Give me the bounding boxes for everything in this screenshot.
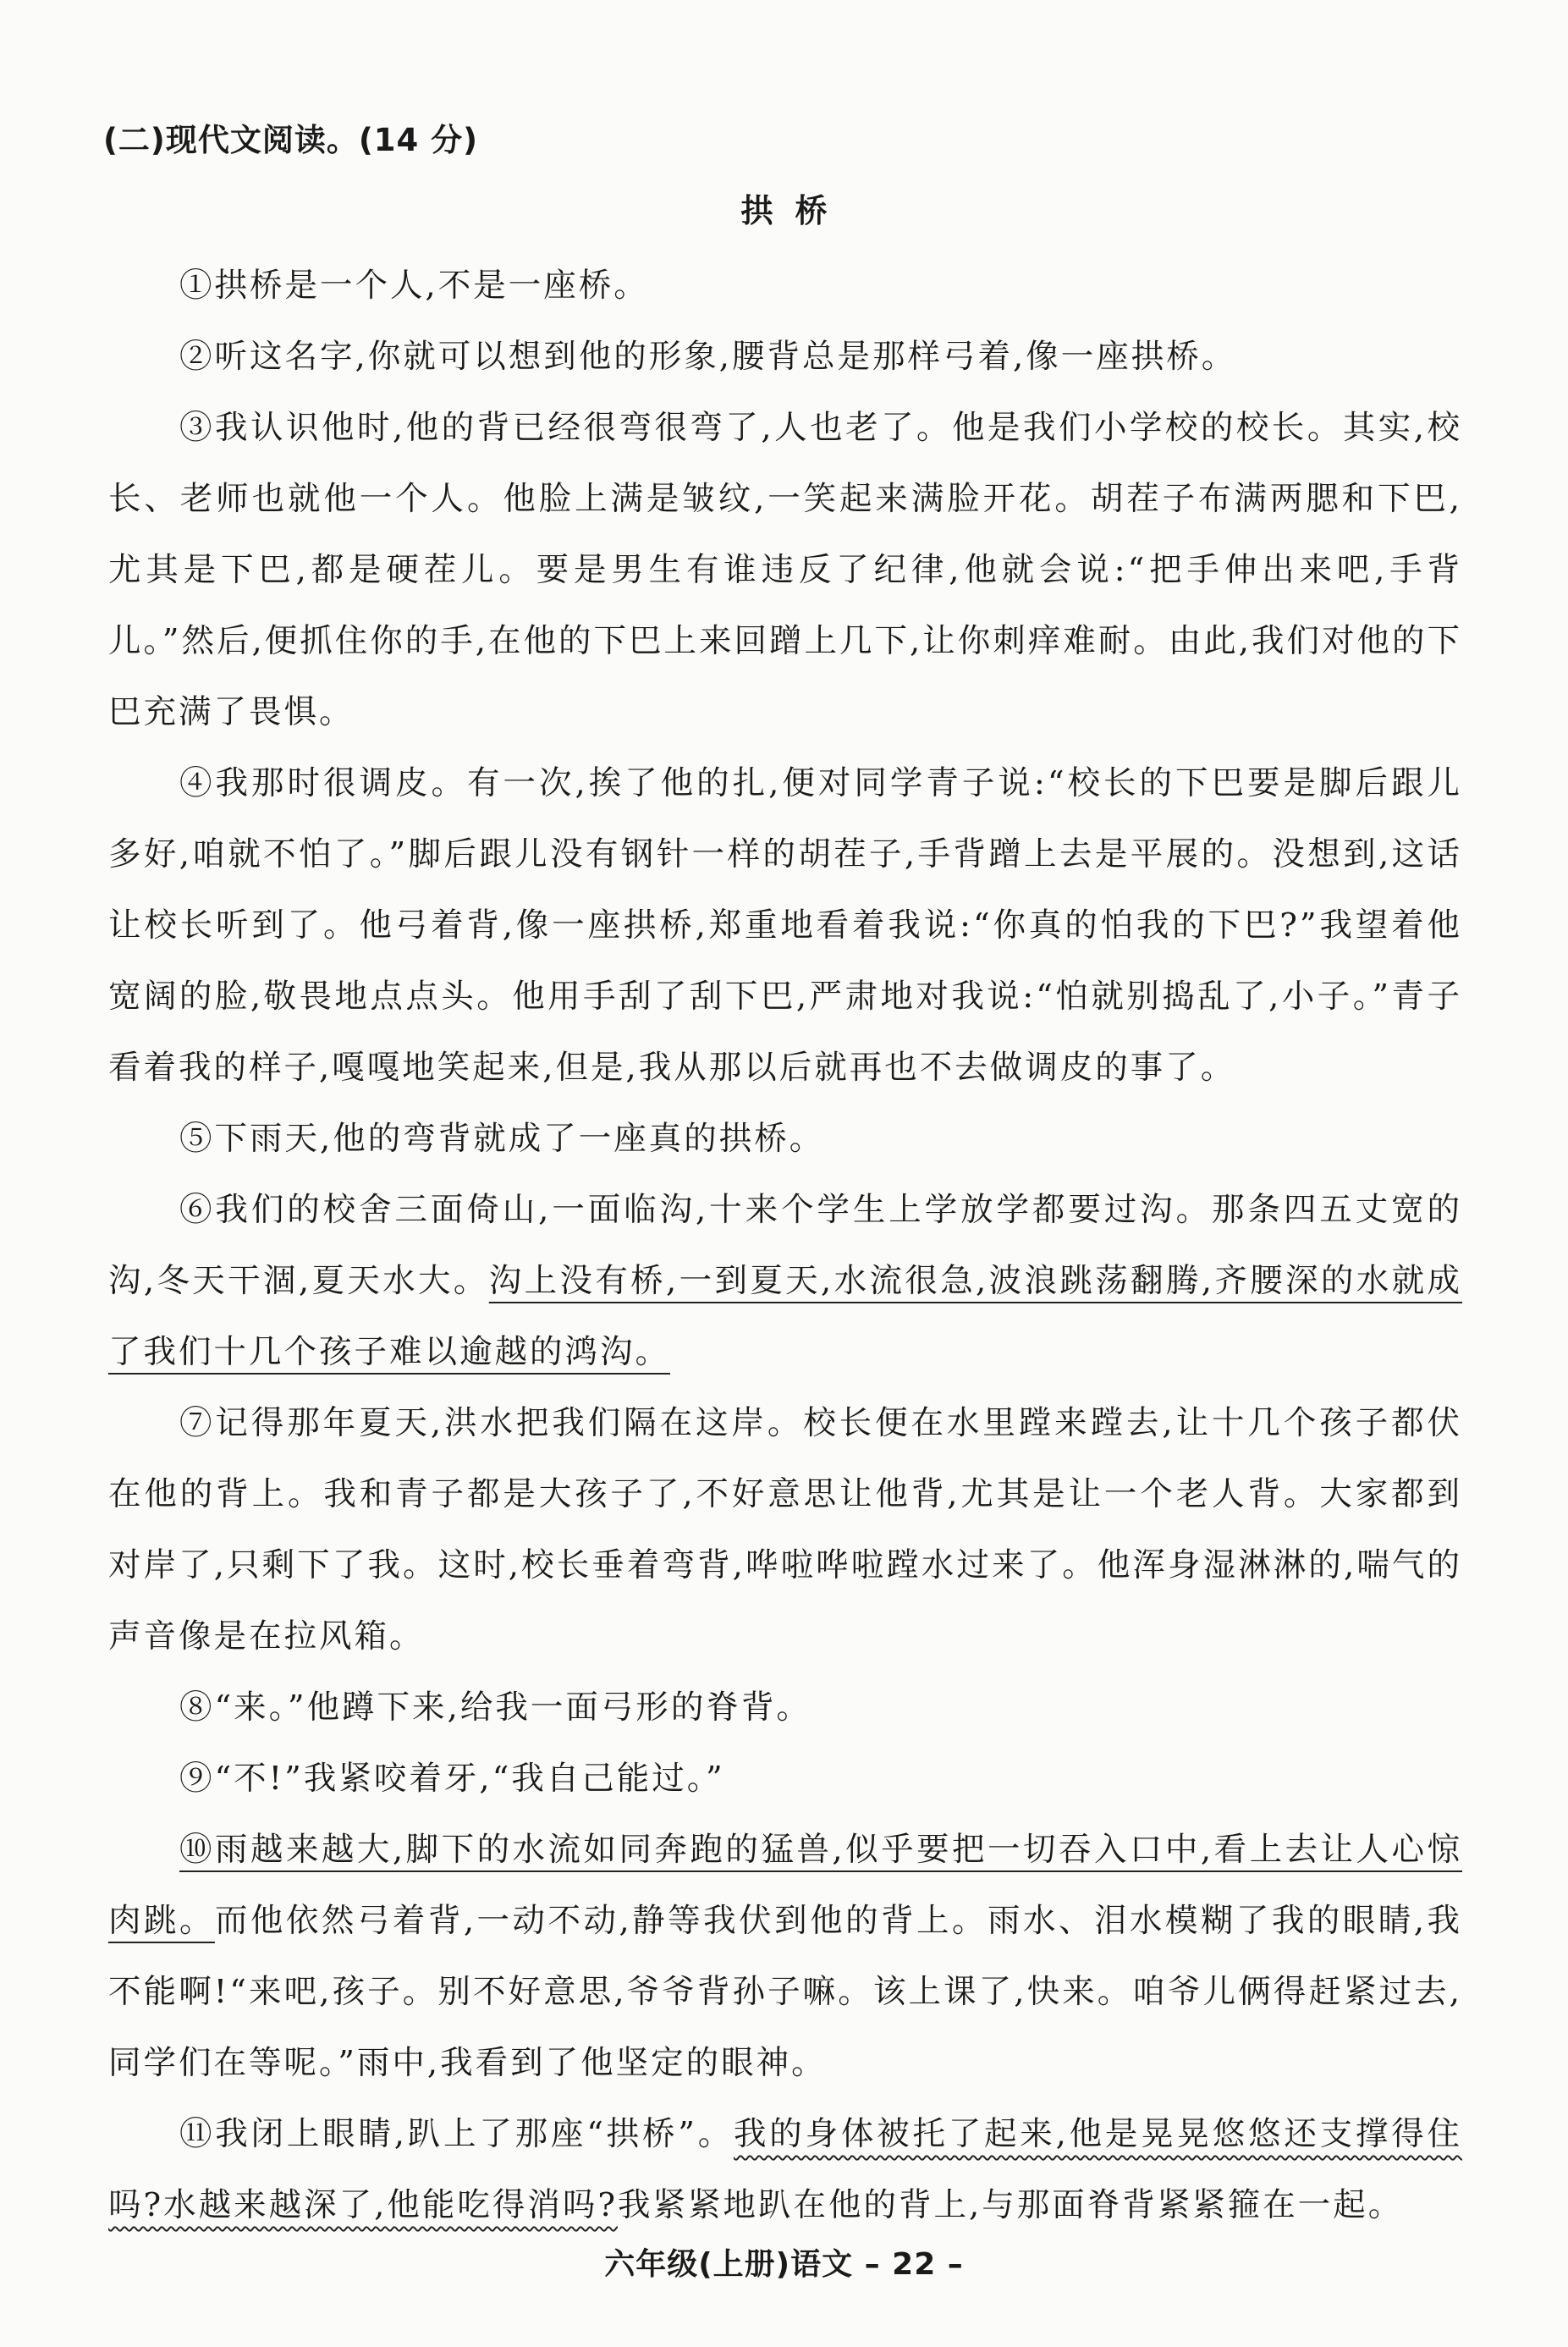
wavy-underlined-sentence-11: 我的身体被托了起来,他是晃晃悠悠还支撑得住吗?水越来越深了,他能吃得消吗? bbox=[108, 2115, 1462, 2224]
paragraph-6 bbox=[108, 1175, 1462, 1388]
paragraph-2: ②听这名字,你就可以想到他的形象,腰背总是那样弓着,像一座拱桥。 bbox=[179, 338, 1237, 376]
underlined-sentence-6: 沟上没有桥,一到夏天,水流很急,波浪跳荡翻腾,齐腰深的水就成了我们十几个孩子难以逾越的鸿沟。 bbox=[108, 1262, 1462, 1371]
paragraph-9: ⑨“不!”我紧咬着牙,“我自己能过。” bbox=[179, 1760, 725, 1798]
paragraph-11 bbox=[108, 2099, 1462, 2241]
article-title: 拱桥 bbox=[740, 192, 850, 229]
paragraph-5: ⑤下雨天,他的弯背就成了一座真的拱桥。 bbox=[179, 1120, 825, 1158]
section-heading: (二)现代文阅读。(14 分) bbox=[103, 122, 479, 158]
paragraph-10-text: 而他依然弓着背,一动不动,静等我伏到他的背上。雨水、泪水模糊了我的眼睛,我不能啊!“来吧,孩子。别不好意思,爷爷背孙子嘛。该上课了,快来。咱爷儿俩得赶紧过去,同学们在等呢。”雨中,我看到了他坚定的眼神。 bbox=[108, 1902, 1462, 2082]
paragraph-3: ③我认识他时,他的背已经很弯很弯了,人也老了。他是我们小学校的校长。其实,校长、老师也就他一个人。他脸上满是皱纹,一笑起来满脸开花。胡茬子布满两腮和下巴,尤其是下巴,都是硬茬儿。要是男生有谁违反了纪律,他就会说:“把手伸出来吧,手背儿。”然后,便抓住你的手,在他的下巴上来回蹭上几下,让你刺痒难耐。由此,我们对他的下巴充满了畏惧。 bbox=[108, 409, 1462, 731]
paragraph-11-start: ⑪我闭上眼睛,趴上了那座“拱桥”。 bbox=[179, 2115, 734, 2153]
paragraph-10 bbox=[108, 1815, 1462, 2099]
paragraph-7: ⑦记得那年夏天,洪水把我们隔在这岸。校长便在水里蹚来蹚去,让十几个孩子都伏在他的背上。我和青子都是大孩子了,不好意思让他背,尤其是让一个老人背。大家都到对岸了,只剩下了我。这时,校长垂着弯背,哗啦哗啦蹚水过来了。他浑身湿淋淋的,喘气的声音像是在拉风箱。 bbox=[108, 1404, 1462, 1656]
paragraph-4: ④我那时很调皮。有一次,挨了他的扎,便对同学青子说:“校长的下巴要是脚后跟儿多好,咱就不怕了。”脚后跟儿没有钢针一样的胡茬子,手背蹭上去是平展的。没想到,这话让校长听到了。他弓着背,像一座拱桥,郑重地看着我说:“你真的怕我的下巴?”我望着他宽阔的脸,敬畏地点点头。他用手刮了刮下巴,严肃地对我说:“怕就别捣乱了,小子。”青子看着我的样子,嘎嘎地笑起来,但是,我从那以后就再也不去做调皮的事了。 bbox=[108, 764, 1462, 1087]
paragraph-1: ①拱桥是一个人,不是一座桥。 bbox=[179, 267, 649, 305]
page-footer: 六年级(上册)语文 – 22 – bbox=[604, 2247, 964, 2282]
underlined-sentence-10: ⑩雨越来越大,脚下的水流如同奔跑的猛兽,似乎要把一切吞入口中,看上去让人心惊肉跳。 bbox=[108, 1831, 1462, 1940]
paragraph-11-end: 我紧紧地趴在他的背上,与那面脊背紧紧箍在一起。 bbox=[618, 2186, 1404, 2224]
article-body bbox=[108, 251, 1462, 2241]
paragraph-8: ⑧“来。”他蹲下来,给我一面弓形的脊背。 bbox=[179, 1689, 812, 1727]
paragraph-6-text: ⑥我们的校舍三面倚山,一面临沟,十来个学生上学放学都要过沟。那条四五丈宽的沟,冬天干涸,夏天水大。 bbox=[108, 1191, 1462, 1300]
